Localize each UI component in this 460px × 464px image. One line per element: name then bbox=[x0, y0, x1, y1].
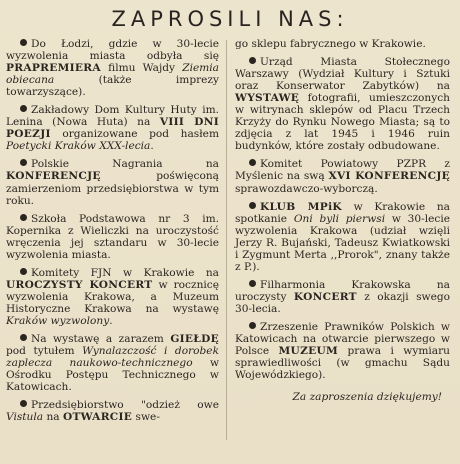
bullet-icon bbox=[20, 334, 27, 341]
invitation-item: Filharmonia Krakowska na uroczysty KONCERT z okazji swego 30-lecia. bbox=[235, 278, 450, 315]
invitation-item: Do Łodzi, gdzie w 30-lecie wyzwolenia miasta odbyła się PRAPREMIERA filmu Wajdy Ziemia obiecana (także imprezy towarzyszące). bbox=[6, 38, 219, 99]
invitation-item: Na wystawę a zarazem GIEŁDĘ pod tytułem Wynalazczość i dorobek zaplecza naukowo-technicznego w Ośrodku Postępu Technicznego w Katowicach. bbox=[6, 333, 220, 394]
bullet-icon bbox=[249, 280, 256, 287]
bullet-icon bbox=[20, 268, 27, 275]
invitation-item: Zrzeszenie Prawników Polskich w Katowicach na otwarcie pierwszego w Polsce MUZEUM prawa i wymiaru sprawiedliwości (w gmachu Sądu Wojewódzkiego). bbox=[235, 320, 450, 382]
bullet-icon bbox=[20, 214, 27, 221]
bullet-icon bbox=[249, 202, 256, 209]
right-column bbox=[235, 38, 450, 414]
bullet-icon bbox=[249, 57, 256, 64]
bullet-icon bbox=[20, 159, 27, 166]
bullet-icon bbox=[20, 39, 27, 46]
bullet-icon bbox=[249, 159, 256, 166]
closing-thanks: Za zaproszenia dziękujemy! bbox=[292, 391, 442, 404]
invitation-item: Urząd Miasta Stołecznego Warszawy (Wydział Kultury i Sztuki oraz Konserwator Zabytków) na WYSTAWĘ fotografii, umieszczonych w witrynach sklepów od Placu Trzech Krzyży do Rynku Nowego Miasta; są to zdjęcia z lat 1945 i 1946 ruin budynków, które zostały odbudowane. bbox=[235, 56, 450, 153]
bullet-icon bbox=[249, 322, 256, 329]
invitation-item: Zakładowy Dom Kultury Huty im. Lenina (Nowa Huta) na VIII DNI POEZJI organizowane pod hasłem Poetycki Kraków XXX-lecia. bbox=[6, 104, 220, 153]
invitation-item: Przedsiębiorstwo "odzież owe Vistula na OTWARCIE swe- bbox=[6, 399, 219, 424]
bullet-icon bbox=[20, 400, 27, 407]
invitation-item: Komitet Powiatowy PZPR z Myślenic na swą XVI KONFERENCJĘ sprawozdawczo-wyborczą. bbox=[235, 158, 451, 195]
invitation-item: Komitety FJN w Krakowie na UROCZYSTY KONCERT w rocznicę wyzwolenia Krakowa, a Muzeum Historyczne Krakowa na wystawę Kraków wyzwolony. bbox=[6, 266, 219, 327]
invitation-item: KLUB MPiK w Krakowie na spotkanie Oni byli pierwsi w 30-lecie wyzwolenia Krakowa (udział wzięli Jerzy R. Bujański, Tadeusz Kwiatkowski i Zygmunt Merta ,,Prorok", znany także z P.). bbox=[235, 200, 450, 273]
invitation-item: Szkoła Podstawowa nr 3 im. Kopernika z Wieliczki na uroczystość wręczenia jej sztandaru w 30-lecie wyzwolenia miasta. bbox=[6, 212, 219, 261]
left-column bbox=[6, 38, 219, 429]
invitation-item-continued: go sklepu fabrycznego w Krakowie. bbox=[235, 38, 426, 50]
invitation-item: Polskie Nagrania na KONFERENCJĘ poświęconą zamierzeniom przedsiębiorstwa w tym roku. bbox=[6, 158, 219, 207]
bullet-icon bbox=[20, 105, 27, 112]
column-divider bbox=[226, 40, 227, 440]
page-title: ZAPROSILI NAS: bbox=[111, 7, 349, 31]
